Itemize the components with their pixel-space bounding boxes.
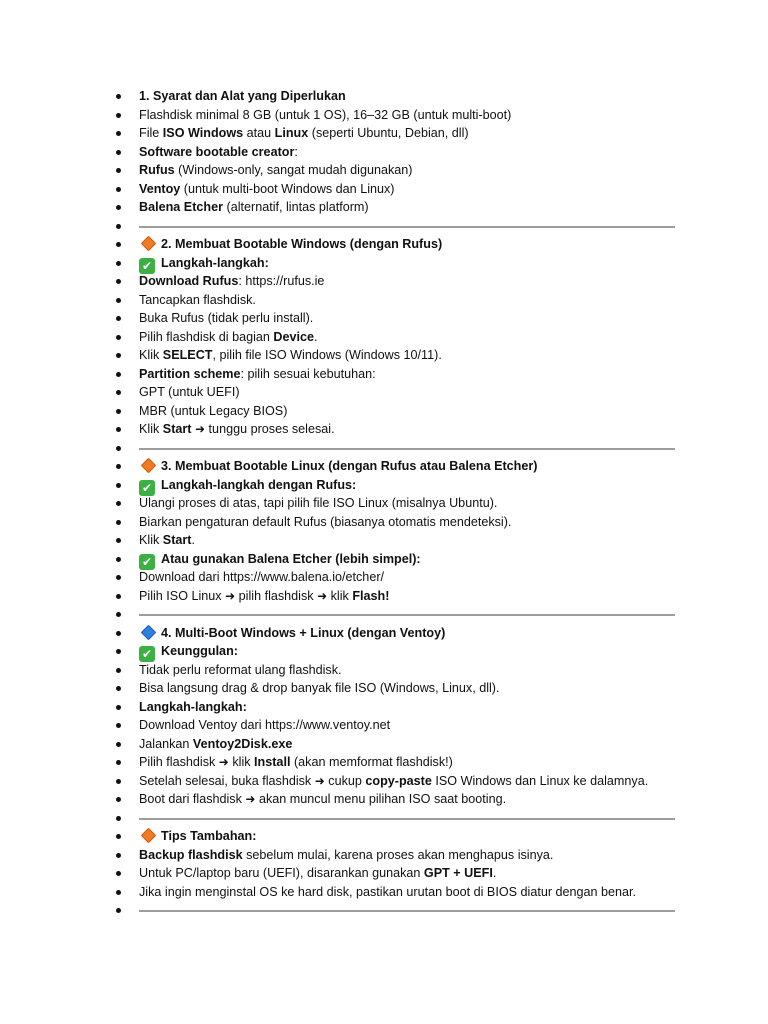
bullet-dot <box>116 390 121 395</box>
bullet-dot <box>116 834 121 839</box>
list-item <box>0 124 768 143</box>
horizontal-rule <box>139 448 675 450</box>
list-text: Tancapkan flashdisk. <box>139 292 256 307</box>
right-arrow-icon: ➜ <box>314 773 325 788</box>
bullet-dot <box>116 427 121 432</box>
divider-item <box>0 901 768 920</box>
list-text: akan muncul menu pilihan ISO saat booting. <box>255 792 507 806</box>
list-item <box>0 402 768 421</box>
orange-diamond-icon <box>141 458 157 474</box>
list-item <box>0 624 768 643</box>
bullet-dot <box>116 113 121 118</box>
divider-item <box>0 809 768 828</box>
bullet-dot <box>116 261 121 266</box>
bullet-dot <box>116 372 121 377</box>
bold-text: Linux <box>274 126 309 140</box>
horizontal-rule <box>139 226 675 228</box>
bullet-dot <box>116 205 121 210</box>
list-item <box>0 827 768 846</box>
blue-diamond-icon <box>141 624 157 640</box>
bullet-dot <box>116 187 121 192</box>
list-item <box>0 383 768 402</box>
divider-item <box>0 605 768 624</box>
green-check-icon: ✔ <box>139 554 155 570</box>
list-text: Bisa langsung drag & drop banyak file ISO (Windows, Linux, dll). <box>139 681 500 695</box>
list-item <box>0 365 768 384</box>
bullet-dot <box>116 224 121 229</box>
bullet-dot <box>116 150 121 155</box>
horizontal-rule <box>139 910 675 912</box>
bullet-dot <box>116 908 121 913</box>
bold-text: Device <box>273 329 315 344</box>
subheading: Keunggulan: <box>161 644 238 658</box>
list-item <box>0 587 768 606</box>
bullet-dot <box>116 668 121 673</box>
list-text: (akan memformat flashdisk!) <box>290 755 453 769</box>
list-item <box>0 531 768 550</box>
green-check-icon: ✔ <box>139 258 155 274</box>
right-arrow-icon: ➜ <box>317 588 328 603</box>
list-item <box>0 346 768 365</box>
bullet-dot <box>116 612 121 617</box>
bullet-dot <box>116 816 121 821</box>
bold-text: Ventoy2Disk.exe <box>192 736 293 751</box>
list-text: Untuk PC/laptop baru (UEFI), disarankan gunakan <box>139 866 424 880</box>
list-text: klik <box>327 588 353 603</box>
list-text: Boot dari flashdisk <box>139 792 246 806</box>
list-item <box>0 291 768 310</box>
bullet-dot <box>116 853 121 858</box>
list-text: sebelum mulai, karena proses akan menghapus isinya. <box>242 847 554 862</box>
list-text: : <box>294 144 298 159</box>
bullet-dot <box>116 298 121 303</box>
section-heading: 3. Membuat Bootable Linux (dengan Rufus atau Balena Etcher) <box>161 459 538 473</box>
right-arrow-icon: ➜ <box>245 792 256 806</box>
bullet-dot <box>116 760 121 765</box>
bullet-dot <box>116 464 121 469</box>
list-item <box>0 272 768 291</box>
list-item <box>0 883 768 902</box>
horizontal-rule <box>139 818 675 820</box>
bullet-dot <box>116 483 121 488</box>
list-item <box>0 143 768 162</box>
orange-diamond-icon <box>141 828 157 844</box>
list-item <box>0 679 768 698</box>
bold-text: Install <box>254 755 291 769</box>
list-item <box>0 642 768 661</box>
list-item <box>0 494 768 513</box>
bullet-dot <box>116 316 121 321</box>
list-text: Pilih flashdisk di bagian <box>139 329 274 344</box>
bold-text: SELECT <box>162 348 213 362</box>
list-item <box>0 476 768 495</box>
green-check-icon: ✔ <box>139 480 155 496</box>
list-text: . <box>191 533 195 547</box>
list-text: pilih flashdisk <box>235 588 318 603</box>
list-item <box>0 568 768 587</box>
subheading: Langkah-langkah dengan Rufus: <box>161 477 357 492</box>
bullet-dot <box>116 446 121 451</box>
list-item <box>0 198 768 217</box>
subheading: Atau gunakan Balena Etcher (lebih simpel): <box>161 551 421 566</box>
list-text: Buka Rufus (tidak perlu install). <box>139 311 314 325</box>
list-item <box>0 309 768 328</box>
bullet-dot <box>116 686 121 691</box>
list-item <box>0 235 768 254</box>
bullet-dot <box>116 575 121 580</box>
list-item <box>0 180 768 199</box>
section-heading: Tips Tambahan: <box>161 829 257 843</box>
list-item <box>0 698 768 717</box>
bullet-dot <box>116 168 121 173</box>
list-text: Setelah selesai, buka flashdisk <box>139 773 315 788</box>
list-text: klik <box>228 755 255 769</box>
bullet-dot <box>116 538 121 543</box>
list-item <box>0 735 768 754</box>
list-item <box>0 161 768 180</box>
bullet-dot <box>116 594 121 599</box>
list-item <box>0 772 768 791</box>
bold-text: Start <box>162 422 192 436</box>
bullet-dot <box>116 94 121 99</box>
list-text: MBR (untuk Legacy BIOS) <box>139 403 288 418</box>
green-check-icon: ✔ <box>139 646 155 662</box>
bullet-dot <box>116 279 121 284</box>
list-item <box>0 328 768 347</box>
list-text: GPT (untuk UEFI) <box>139 385 240 399</box>
subheading: Langkah-langkah: <box>161 255 269 270</box>
bullet-dot <box>116 353 121 358</box>
list-text: Jika ingin menginstal OS ke hard disk, pastikan urutan boot di BIOS diatur dengan benar. <box>139 884 637 899</box>
bullet-dot <box>116 557 121 562</box>
list-item <box>0 550 768 569</box>
bold-text: Partition scheme <box>139 366 241 381</box>
list-text: Flashdisk minimal 8 GB (untuk 1 OS), 16–32 GB (untuk multi-boot) <box>139 107 512 122</box>
list-text: Ulangi proses di atas, tapi pilih file ISO Linux (misalnya Ubuntu). <box>139 496 498 510</box>
bold-text: GPT + UEFI <box>423 866 493 880</box>
list-text: File <box>139 126 163 140</box>
bullet-dot <box>116 871 121 876</box>
bullet-dot <box>116 723 121 728</box>
list-text: Pilih flashdisk <box>139 755 219 769</box>
bullet-dot <box>116 649 121 654</box>
list-text: Pilih ISO Linux <box>139 588 226 603</box>
right-arrow-icon: ➜ <box>218 755 229 769</box>
bullet-dot <box>116 779 121 784</box>
bold-text: Flash! <box>352 588 390 603</box>
horizontal-rule <box>139 614 675 616</box>
bullet-dot <box>116 631 121 636</box>
bold-text: Download Rufus <box>139 274 239 288</box>
section-heading: 4. Multi-Boot Windows + Linux (dengan Ventoy) <box>161 625 446 640</box>
bullet-dot <box>116 705 121 710</box>
bullet-dot <box>116 409 121 414</box>
list-text: Klik <box>139 348 163 362</box>
right-arrow-icon: ➜ <box>225 588 236 603</box>
list-item <box>0 846 768 865</box>
list-text: tunggu proses selesai. <box>205 422 335 436</box>
bullet-dot <box>116 501 121 506</box>
list-text: Jalankan <box>139 736 193 751</box>
list-text: (untuk multi-boot Windows dan Linux) <box>180 181 395 196</box>
list-text: cukup <box>324 773 366 788</box>
list-text: atau <box>243 126 275 140</box>
list-text: (alternatif, lintas platform) <box>223 200 369 214</box>
list-text: , pilih file ISO Windows (Windows 10/11). <box>212 348 442 362</box>
bold-text: Ventoy <box>139 181 181 196</box>
section-heading: 1. Syarat dan Alat yang Diperlukan <box>139 89 346 103</box>
list-text: Klik <box>139 422 163 436</box>
bold-text: ISO Windows <box>162 126 244 140</box>
list-item <box>0 420 768 439</box>
bold-text: Balena Etcher <box>139 200 223 214</box>
right-arrow-icon: ➜ <box>195 422 206 436</box>
list-text: Biarkan pengaturan default Rufus (biasanya otomatis mendeteksi). <box>139 514 512 529</box>
bold-text: Start <box>162 533 192 547</box>
bullet-dot <box>116 742 121 747</box>
divider-item <box>0 217 768 236</box>
list-text: Klik <box>139 533 163 547</box>
divider-item <box>0 439 768 458</box>
bold-text: Rufus <box>139 163 175 177</box>
list-text: : https://rufus.ie <box>238 274 325 288</box>
list-item <box>0 661 768 680</box>
subheading: Langkah-langkah: <box>139 699 247 714</box>
document-body <box>0 87 768 920</box>
list-text: . <box>492 866 497 880</box>
list-text: Download dari https://www.balena.io/etcher/ <box>139 570 385 584</box>
bullet-dot <box>116 335 121 340</box>
list-item <box>0 864 768 883</box>
bullet-dot <box>116 242 121 247</box>
orange-diamond-icon <box>141 236 157 252</box>
bold-text: Software bootable creator <box>139 144 295 159</box>
list-item <box>0 106 768 125</box>
bullet-dot <box>116 890 121 895</box>
list-text: . <box>314 329 318 344</box>
list-text: : pilih sesuai kebutuhan: <box>240 366 376 381</box>
list-item <box>0 87 768 106</box>
list-item <box>0 753 768 772</box>
bullet-dot <box>116 797 121 802</box>
list-item <box>0 254 768 273</box>
list-text: Tidak perlu reformat ulang flashdisk. <box>139 662 342 677</box>
list-item <box>0 513 768 532</box>
section-heading: 2. Membuat Bootable Windows (dengan Rufus) <box>161 237 443 251</box>
list-text: ISO Windows dan Linux ke dalamnya. <box>431 773 649 788</box>
list-text: (seperti Ubuntu, Debian, dll) <box>308 126 469 140</box>
list-text: (Windows-only, sangat mudah digunakan) <box>174 163 413 177</box>
list-item <box>0 790 768 809</box>
bullet-dot <box>116 520 121 525</box>
bullet-dot <box>116 131 121 136</box>
list-text: Download Ventoy dari https://www.ventoy.net <box>139 718 391 732</box>
bold-text: copy-paste <box>365 773 432 788</box>
list-item <box>0 457 768 476</box>
list-item <box>0 716 768 735</box>
bold-text: Backup flashdisk <box>139 847 243 862</box>
